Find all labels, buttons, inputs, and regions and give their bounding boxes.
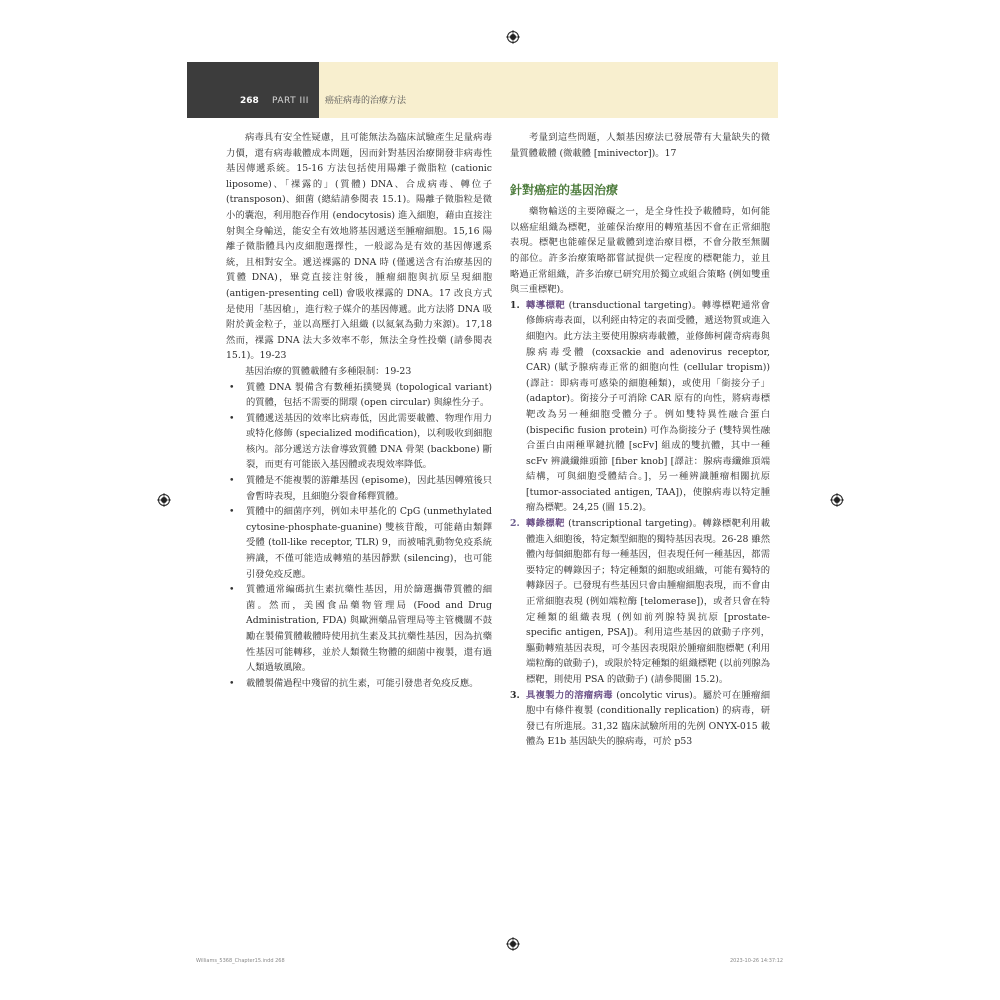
registration-mark-left (157, 493, 171, 507)
left-column (226, 130, 492, 691)
list-item: • 質體是不能複製的游離基因 (episome)，因此基因轉殖後只會暫時表現，且細胞分裂會稀釋質體。 (226, 473, 492, 504)
list-text: (oncolytic virus)。屬於可在腫瘤細胞中有條件複製 (conditionally replication) 的病毒，研發已有所進展。31,32 臨床試驗所用的先例 ONYX-015 載體為 E1b 基因缺失的腺病毒，可於 p53 (526, 689, 770, 748)
list-item: • 質體遞送基因的效率比病毒低，因此需要載體、物理作用力或特化修飾 (specialized modification)，以利吸收到細胞核內。部分遞送方法會導致質體 DNA 骨架 (backbone) 斷裂，而更有可能嵌入基因體或表現效率降低。 (226, 411, 492, 473)
paragraph: 病毒具有安全性疑慮，且可能無法為臨床試驗產生足量病毒力價，還有病毒載體成本問題，因而針對基因治療開發非病毒性基因傳遞系統。15-16 方法包括使用陽離子微脂粒 (cationic liposome)、「裸露的」(質體) DNA、合成病毒、轉位子 (transposon)、細菌 (總結請參閱表 15.1)。陽離子微脂粒是微小的囊泡，利用胞吞作用 (endocytosis) 進入細胞，藉由直接注射與全身輸送，能安全有效地將基因遞送至腫瘤細胞。15,16 陽離子微脂體具內皮細胞選擇性，一般認為是有效的基因傳遞系統，且相對安全。遞送裸露的 DNA 時 (僅遞送含有治療基因的質體 DNA)，畢竟直接注射後，腫瘤細胞與抗原呈現細胞 (antigen-presenting cell) 會吸收裸露的 DNA。17 改良方式是使用「基因槍」，進行粒子媒介的基因傳遞。此方法將 DNA 吸附於黃金粒子，並以高壓打入組織 (以氦氣為動力來源)。17,18 然而，裸露 DNA 法大多效率不彰，無法全身性投藥 (請參閱表 15.1)。19-23 (226, 132, 492, 362)
numbered-list (510, 298, 770, 750)
list-number: 2. (510, 518, 520, 530)
list-item (510, 516, 770, 688)
list-term: 轉導標靶 (526, 299, 566, 311)
list-item: • 質體通常編碼抗生素抗藥性基因，用於篩選攜帶質體的細菌。然而，美國食品藥物管理局 (Food and Drug Administration, FDA) 與歐洲藥品管理局等主管機關不鼓勵在製備質體載體時使用抗生素及其抗藥性基因，因為抗藥性基因可能轉移，並於人類微生物體的細菌中複製，還有過人類過敏風險。 (226, 582, 492, 676)
bullet-list (226, 380, 492, 692)
list-item: • 載體製備過程中殘留的抗生素，可能引發患者免疫反應。 (226, 676, 492, 692)
list-item (510, 298, 770, 516)
paragraph: 基因治療的質體載體有多種限制：19-23 (245, 365, 412, 377)
part-label: PART III (272, 96, 309, 106)
list-item (510, 688, 770, 750)
section-heading: 針對癌症的基因治療 (510, 183, 619, 198)
footer-timestamp: 2023-10-26 14:37:12 (730, 958, 784, 964)
registration-mark-top (506, 30, 520, 44)
list-term: 轉錄標靶 (526, 518, 565, 530)
paragraph: 考量到這些問題，人類基因療法已發展帶有大量缺失的微量質體載體 (微載體 [minivector])。17 (510, 132, 770, 159)
list-term: 具複製力的溶瘤病毒 (526, 689, 613, 701)
list-text: (transcriptional targeting)。轉錄標靶利用載體進入細胞後，特定類型細胞的獨特基因表現。26-28 雖然體內每個細胞都有每一種基因，但表現任何一種基因，都需要特定的轉錄因子；特定種類的細胞或組織，可能有獨特的轉錄因子。已發現有些基因只會由腫瘤細胞表現，而不會由正常細胞表現 (例如端粒酶 [telomerase])，或者只會在特定種類的組織表現 (例如前列腺特異抗原 [prostate-specific antigen, PSA])。利用這些基因的啟動子序列，驅動轉殖基因表現，可令基因表現限於腫瘤細胞標靶 (利用端粒酶的啟動子)，或限於特定種類的組織標靶 (以前列腺為標靶，則使用 PSA 的啟動子) (請參閱圖 15.2)。 (526, 518, 770, 685)
running-header-dark-block (187, 62, 319, 118)
list-number: 3. (510, 689, 520, 701)
list-item: • 質體中的細菌序列，例如未甲基化的 CpG (unmethylated cytosine-phosphate-guanine) 雙核苷酸，可能藉由類鐸受體 (toll-like receptor, TLR) 9，而被哺乳動物免疫系統辨識，不僅可能造成轉殖的基因靜默 (silencing)，也可能引發免疫反應。 (226, 504, 492, 582)
footer-file-slug: Williams_5368_Chapter15.indd 268 (196, 958, 285, 964)
list-number: 1. (510, 299, 520, 311)
registration-mark-right (830, 493, 844, 507)
list-item: • 質體 DNA 製備含有數種拓撲變異 (topological variant) 的質體，包括不需要的開環 (open circular) 與線性分子。 (226, 380, 492, 411)
registration-mark-bottom (506, 937, 520, 951)
chapter-title: 癌症病毒的治療方法 (325, 96, 407, 106)
paragraph: 藥物輸送的主要障礙之一，是全身性投予載體時，如何能以癌症組織為標靶，並確保治療用的轉殖基因不會在正常細胞表現。標靶也能確保足量載體到達治療目標，不會分散至無關的部位。許多治療策略都嘗試提供一定程度的標靶能力，並且略過正常組織，許多治療已研究用於獨立或組合策略 (例如雙重與三重標靶)。 (510, 206, 770, 296)
page-number: 268 (240, 96, 259, 106)
list-text: (transductional targeting)。轉導標靶通常會修飾病毒表面，以利經由特定的表面受體，遞送物質或進入細胞內。此方法主要使用腺病毒載體，並修飾柯薩奇病毒與腺病毒受體 (coxsackie and adenovirus receptor, CAR) (賦予腺病毒正常的細胞向性 (cellular tropism)) (譯註：即病毒可感染的細胞種類)，或使用「銜接分子」(adaptor)。銜接分子可消除 CAR 原有的向性，將病毒標靶改為另一種細胞受體分子。例如雙特異性融合蛋白 (bispecific fusion protein) 可作為銜接分子 (雙特異性融合蛋白由兩種單鏈抗體 [scFv] 組成的雙抗體，其中一種 scFv 辨識纖維頭節 [fiber knob] [譯註：腺病毒纖維頂端結構，可與細胞受體結合。]，另一種辨識腫瘤相關抗原 [tumor-associated antigen, TAA])，使腺病毒以特定腫瘤為標靶。24,25 (圖 15.2)。 (526, 299, 770, 514)
right-column (510, 130, 770, 750)
